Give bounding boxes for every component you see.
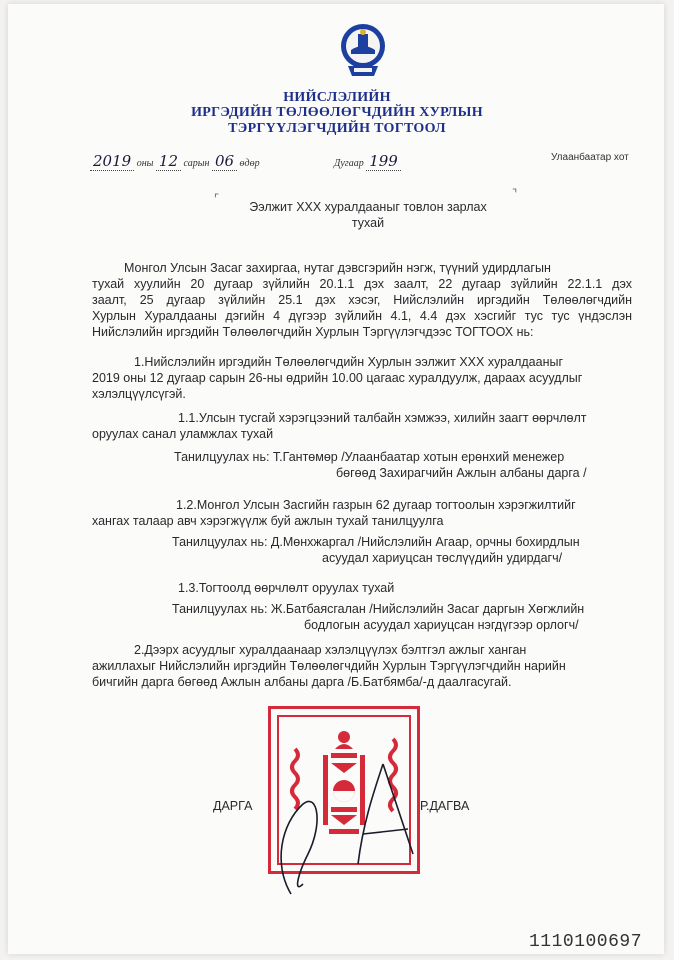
presenter-line: Танилцуулах нь: Д.Мөнхжаргал /Нийслэлийн Агаар, орчны бохирдлын [172,535,580,549]
preamble [92,260,632,340]
signatory-title: ДАРГА [213,799,253,813]
item-1-1-presenter [174,449,634,481]
date-day: 06 [212,152,237,171]
item-1-1-line: 1.1.Улсын тусгай хэрэгцээний талбайн хэмжээ, хилийн заагт өөрчлөлт [178,411,587,425]
date-month: 12 [156,152,181,171]
item-1-line: 1.Нийслэлийн иргэдийн Төлөөлөгчдийн Хурлын ээлжит XXX хуралдааныг [134,355,564,369]
city-label: Улаанбаатар хот [551,152,629,163]
org-name-line1: НИЙСЛЭЛИЙН [283,90,391,105]
item-2-line: бичгийн дарга бөгөөд Ажлын албаны дарга /Б.Батбямба/-д даалгасугай. [92,675,512,689]
item-1-3-presenter [172,601,632,633]
date-day-suffix: өдөр [239,158,260,169]
item-2-line: 2.Дээрх асуудлыг хуралдаанаар хэлэлцүүлэх бэлтгэл ажлыг ханган [134,643,527,657]
subject-line1: Ээлжит XXX хуралдааныг товлон зарлах [249,200,487,214]
date-year-suffix: оны [136,158,154,169]
item-1-2-presenter [172,534,632,566]
preamble-line: Монгол Улсын Засаг захиргаа, нутаг дэвсгэрийн нэгж, түүний удирдлагын [124,261,551,275]
subject-corner-left: ⌜ [214,193,220,205]
item-1-1-line: оруулах санал уламжлах тухай [92,427,274,441]
date-month-suffix: сарын [183,158,210,169]
date-year: 2019 [90,152,134,171]
item-1-line: хэлэлцүүлсүгэй. [92,387,186,401]
presenter-line: бодлогын асуудал хариуцсан нэгдүгээр орлогч/ [304,618,579,632]
signatory-name: Р.ДАГВА [420,799,470,813]
presenter-line: Танилцуулах нь: Ж.Батбаясгалан /Нийслэлийн Засаг даргын Хөгжлийн [172,602,585,616]
number-field [334,152,401,170]
item-1-3-line: 1.3.Тогтоолд өөрчлөлт оруулах тухай [178,581,395,595]
org-name-line3: ТЭРГҮҮЛЭГЧДИЙН ТОГТООЛ [228,121,446,136]
preamble-line: заалт, 25 дугаар зүйлийн 25.1 дэх хэсэг, Нийслэлийн иргэдийн Төлөөлөгчдийн [92,293,632,307]
serial-number: 1110100697 [529,932,643,952]
item-1-1 [92,410,632,442]
document-page [8,4,664,954]
item-1-2-line: хангах талаар авч хэрэгжүүлж буй ажлын тухай танилцуулга [92,514,444,528]
document-number: 199 [366,152,401,171]
preamble-line: тухай хуулийн 20 дугаар зүйлийн 20.1.1 дэх заалт, 22 дугаар зүйлийн 22.1.1 дэх [92,277,632,291]
presenter-line: Танилцуулах нь: Т.Гантөмөр /Улаанбаатар хотын ерөнхий менежер [174,450,565,464]
date-line [90,152,260,170]
item-2-line: ажиллахыг Нийслэлийн иргэдийн Төлөөлөгчдийн Хурлын Тэргүүлэгчдийн нарийн [92,659,566,673]
item-1-3 [178,580,638,596]
presenter-line: бөгөөд Захирагчийн Ажлын албаны дарга / [336,466,587,480]
handwritten-signature [263,744,433,904]
state-emblem-icon [338,22,388,80]
subject-line2: тухай [351,216,385,230]
item-1-2-line: 1.2.Монгол Улсын Засгийн газрын 62 дугаар тогтоолын хэрэгжилтийг [176,498,576,512]
item-1-2 [92,497,632,529]
item-1-line: 2019 оны 12 дугаар сарын 26-ны өдрийн 10.00 цагаас хуралдуулж, дараах асуудлыг [92,371,583,385]
number-label: Дугаар [334,158,364,169]
presenter-line: асуудал хариуцсан төслүүдийн удирдагч/ [322,551,563,565]
preamble-line: Нийслэлийн иргэдийн Төлөөлөгчдийн Хурлын Тэргүүлэгчдээс ТОГТООХ нь: [92,325,534,339]
item-2 [92,642,632,690]
subject-corner-right: ⌝ [512,188,518,200]
org-name-line2: ИРГЭДИЙН ТӨЛӨӨЛӨГЧДИЙН ХУРЛЫН [191,105,483,120]
preamble-line: Хурлын Хуралдааны дэгийн 4 дүгээр зүйлийн 4.1, 4.4 дэх хэсгийг тус тус үндэслэн [92,309,632,323]
item-1 [92,354,632,402]
